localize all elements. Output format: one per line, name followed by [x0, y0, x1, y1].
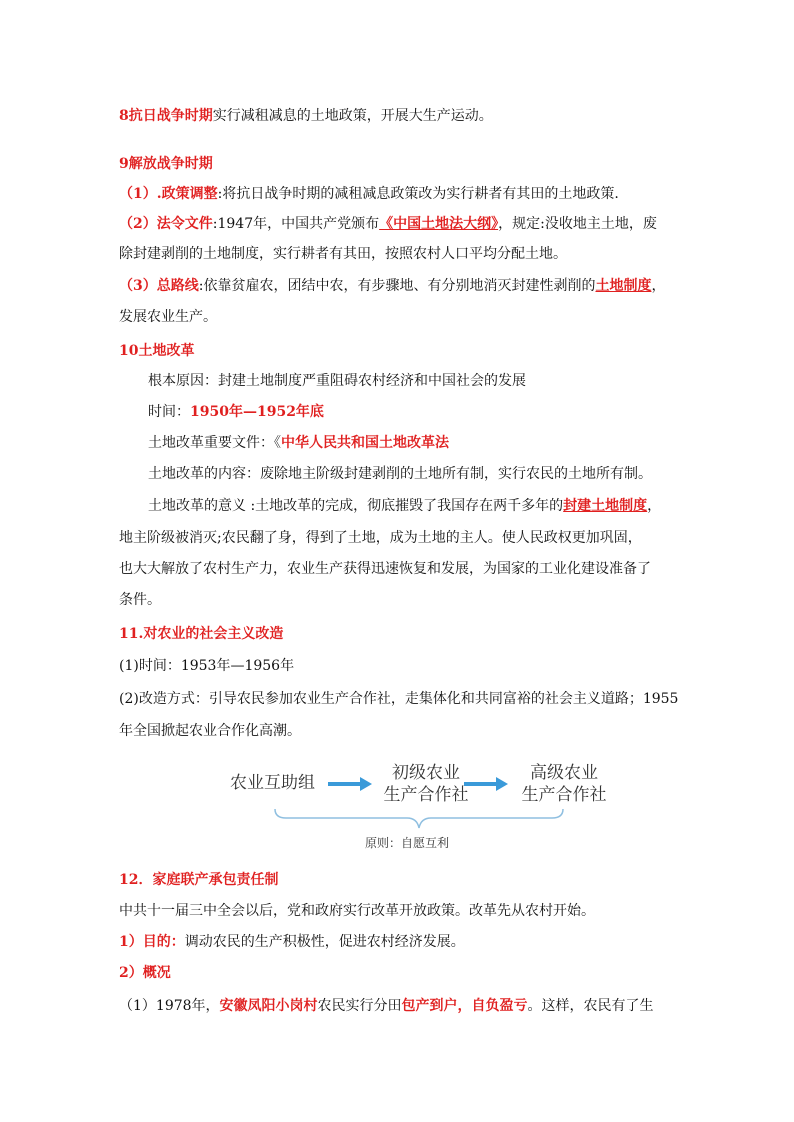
section-9-point-3	[119, 276, 665, 296]
cooperative-diagram	[218, 758, 618, 858]
section-10-meaning-line-4: 条件。	[119, 592, 161, 608]
arrow-right-icon	[328, 776, 372, 792]
node-advanced-coop-line-2: 生产合作社	[521, 785, 607, 805]
goal-text: 调动农民的生产积极性，促进农村经济发展。	[184, 934, 465, 950]
section-12-goal	[119, 932, 465, 952]
point-3-text-a: :依靠贫雇农，团结中农，有步骤地、有分别地消灭封建性剥削的	[198, 278, 596, 294]
item-1-key-1: 安徽凤阳小岗村	[219, 998, 318, 1014]
section-9-heading: 9解放战争时期	[119, 156, 213, 172]
arrow-right-icon	[464, 776, 508, 792]
diagram-caption: 原则：自愿互利	[365, 836, 450, 850]
section-12-overview-heading: 2）概况	[119, 965, 171, 981]
section-8-line	[119, 106, 493, 126]
section-9-point-3-line-2: 发展农业生产。	[119, 309, 217, 325]
section-9-point-2-line-2: 除封建剥削的土地制度，实行耕者有其田，按照农村人口平均分配土地。	[119, 246, 567, 262]
point-2-text-a: :1947年，中国共产党颁布	[212, 216, 380, 232]
time-label: 时间：	[148, 404, 190, 420]
section-11-method: (2)改造方式：引导农民参加农业生产合作社，走集体化和共同富裕的社会主义道路；1955	[119, 691, 679, 707]
section-10-meaning	[148, 496, 661, 516]
section-9-point-1	[119, 184, 619, 204]
point-2-document: 《中国土地法大纲》	[379, 216, 499, 232]
section-10-document	[148, 433, 449, 453]
point-3-text-b: ，	[651, 278, 666, 294]
item-1-text-c: 。这样，农民有了生	[527, 998, 654, 1014]
section-11-time: (1)时间：1953年—1956年	[119, 658, 295, 674]
point-3-key: 土地制度	[595, 278, 652, 294]
section-12-item-1	[119, 996, 654, 1016]
node-elementary-coop-line-1: 初级农业	[392, 763, 460, 783]
brace	[274, 808, 564, 832]
meaning-text-b: ，	[647, 498, 662, 514]
section-8-text: 实行减租减息的土地政策，开展大生产运动。	[212, 108, 493, 124]
section-12-heading: 12．家庭联产承包责任制	[119, 872, 279, 888]
section-10-heading: 10土地改革	[119, 343, 195, 359]
item-1-text-b: 农民实行分田	[317, 998, 402, 1014]
node-advanced-coop	[508, 762, 620, 806]
node-advanced-coop-line-1: 高级农业	[530, 763, 598, 783]
section-10-reason: 根本原因：封建土地制度严重阻碍农村经济和中国社会的发展	[148, 373, 526, 389]
node-elementary-coop-line-2: 生产合作社	[383, 785, 469, 805]
item-1-key-2: 包产到户，自负盈亏	[401, 998, 528, 1014]
meaning-key: 封建土地制度	[563, 498, 648, 514]
section-10-meaning-line-3: 也大大解放了农村生产力，农业生产获得迅速恢复和发展，为国家的工业化建设准备了	[119, 561, 651, 577]
section-12-intro: 中共十一届三中全会以后，党和政府实行改革开放政策。改革先从农村开始。	[119, 903, 595, 919]
section-11-heading: 11.对农业的社会主义改造	[119, 626, 284, 642]
section-8-heading: 8抗日战争时期	[119, 108, 213, 124]
section-11-method-line-2: 年全国掀起农业合作化高潮。	[119, 723, 301, 739]
section-10-meaning-line-2: 地主阶级被消灭;农民翻了身，得到了土地，成为土地的主人。使人民政权更加巩固，	[119, 530, 642, 546]
section-9-point-2	[119, 214, 657, 234]
section-10-time	[148, 402, 324, 422]
item-1-text-a: （1）1978年，	[119, 998, 220, 1014]
section-10-content: 土地改革的内容：废除地主阶级封建剥削的土地所有制，实行农民的土地所有制。	[148, 466, 652, 482]
node-mutual-aid-team: 农业互助组	[230, 773, 315, 793]
meaning-text-a: 土地改革的意义 :土地改革的完成，彻底摧毁了我国存在两千多年的	[148, 498, 564, 514]
point-2-text-b: ，规定:没收地主土地，废	[498, 216, 657, 232]
point-2-label: （2）法令文件	[119, 216, 213, 232]
time-value: 1950年—1952年底	[190, 404, 324, 420]
point-1-label: （1）.政策调整	[119, 186, 218, 202]
document-label: 土地改革重要文件：《	[148, 435, 281, 451]
point-1-text: :将抗日战争时期的减租减息政策改为实行耕者有其田的土地政策.	[217, 186, 619, 202]
point-3-label: （3）总路线	[119, 278, 199, 294]
document-value: 中华人民共和国土地改革法	[281, 435, 449, 451]
goal-label: 1）目的：	[119, 934, 185, 950]
